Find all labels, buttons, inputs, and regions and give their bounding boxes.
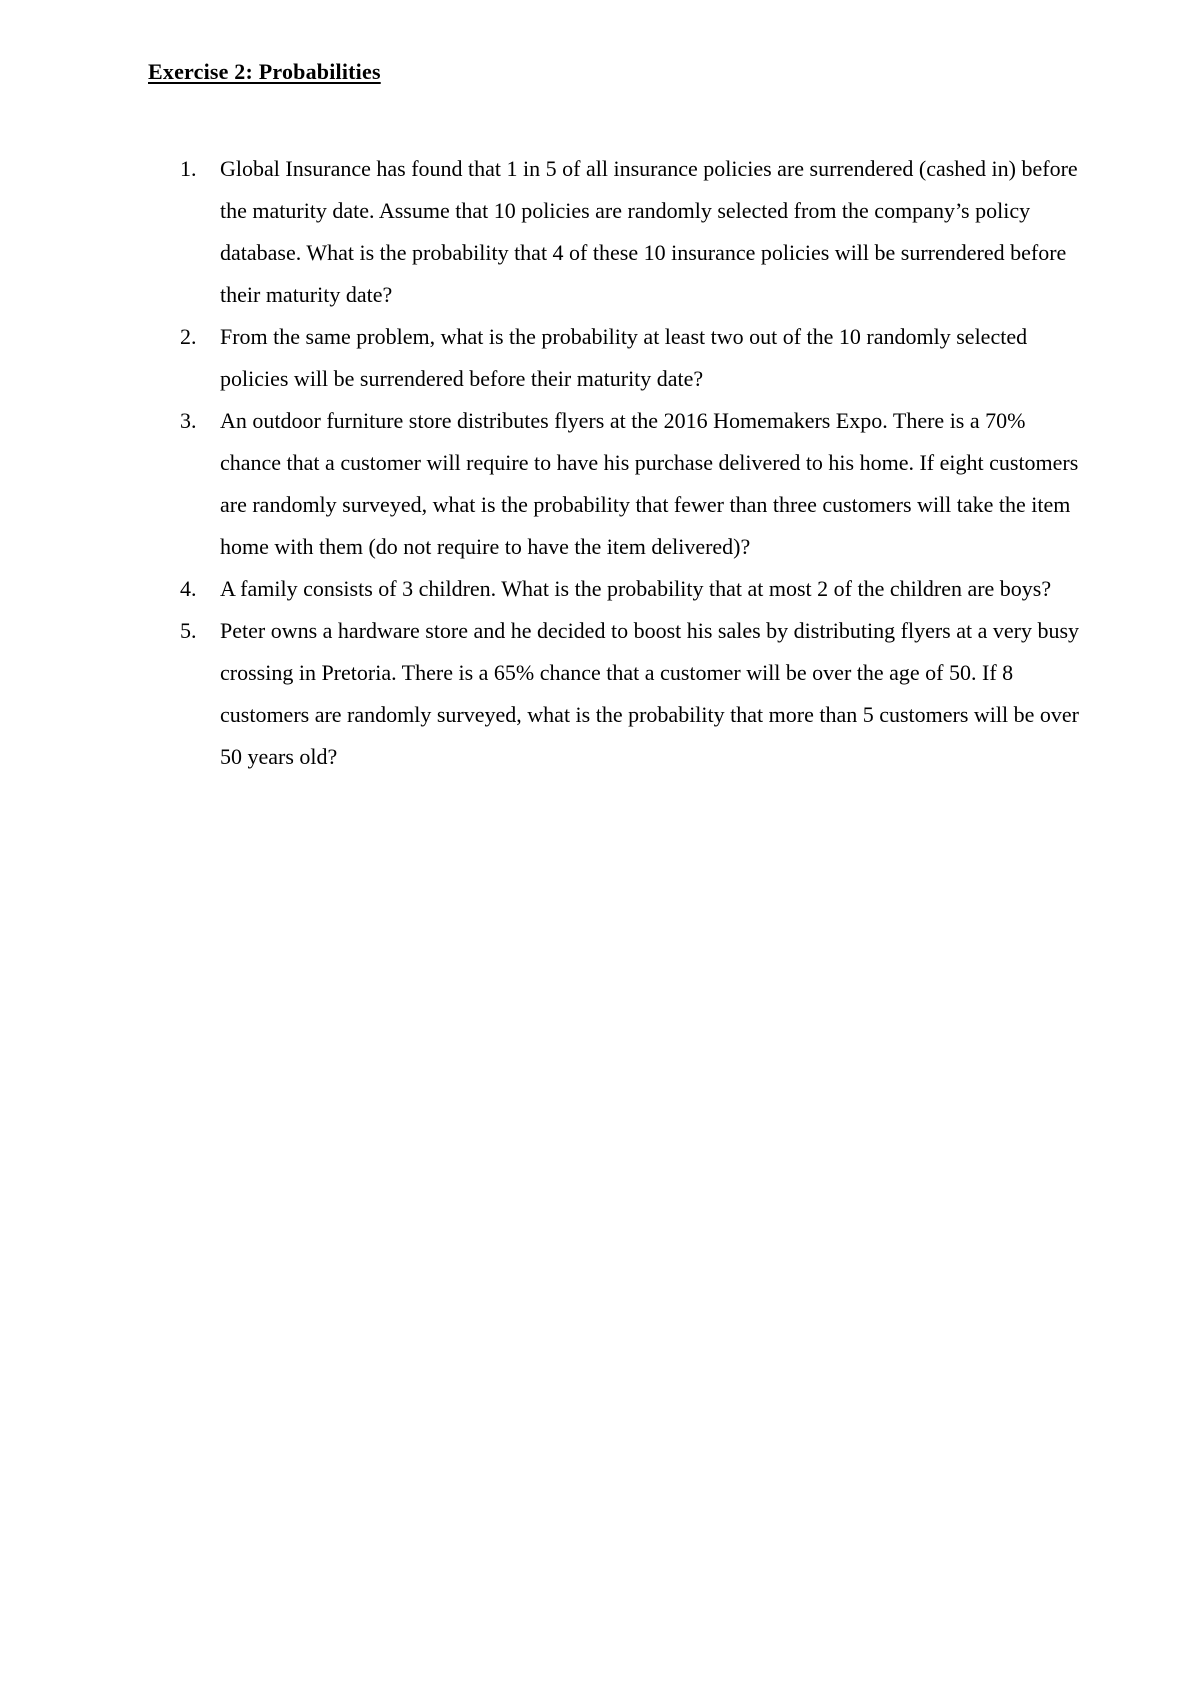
- question-item-5: [180, 610, 1080, 778]
- question-text: Peter owns a hardware store and he decided to boost his sales by distributing flyers at a very busy crossing in Pretoria. There is a 65% chance that a customer will be over the age of 50. If 8 customers are randomly surveyed, what is the probability that more than 5 customers will be over 50 years old?: [220, 618, 1080, 769]
- question-number: 1.: [180, 156, 197, 181]
- question-number: 2.: [180, 324, 197, 349]
- question-item-2: [180, 316, 1080, 400]
- question-item-4: [180, 568, 1080, 610]
- question-number: 3.: [180, 408, 197, 433]
- question-list: [180, 148, 1080, 778]
- question-item-3: [180, 400, 1080, 568]
- question-text: A family consists of 3 children. What is the probability that at most 2 of the children are boys?: [220, 576, 1052, 601]
- question-text: Global Insurance has found that 1 in 5 of all insurance policies are surrendered (cashed in) before the maturity date. Assume that 10 policies are randomly selected from the company’s policy database. What is the probability that 4 of these 10 insurance policies will be surrendered before their maturity date?: [220, 156, 1078, 307]
- question-text: From the same problem, what is the probability at least two out of the 10 randomly selected policies will be surrendered before their maturity date?: [220, 324, 1028, 391]
- question-text: An outdoor furniture store distributes flyers at the 2016 Homemakers Expo. There is a 70% chance that a customer will require to have his purchase delivered to his home. If eight customers are randomly surveyed, what is the probability that fewer than three customers will take the item home with them (do not require to have the item delivered)?: [220, 408, 1079, 559]
- question-number: 5.: [180, 618, 197, 643]
- page-title: Exercise 2: Probabilities: [148, 59, 381, 84]
- question-number: 4.: [180, 576, 197, 601]
- question-item-1: [180, 148, 1080, 316]
